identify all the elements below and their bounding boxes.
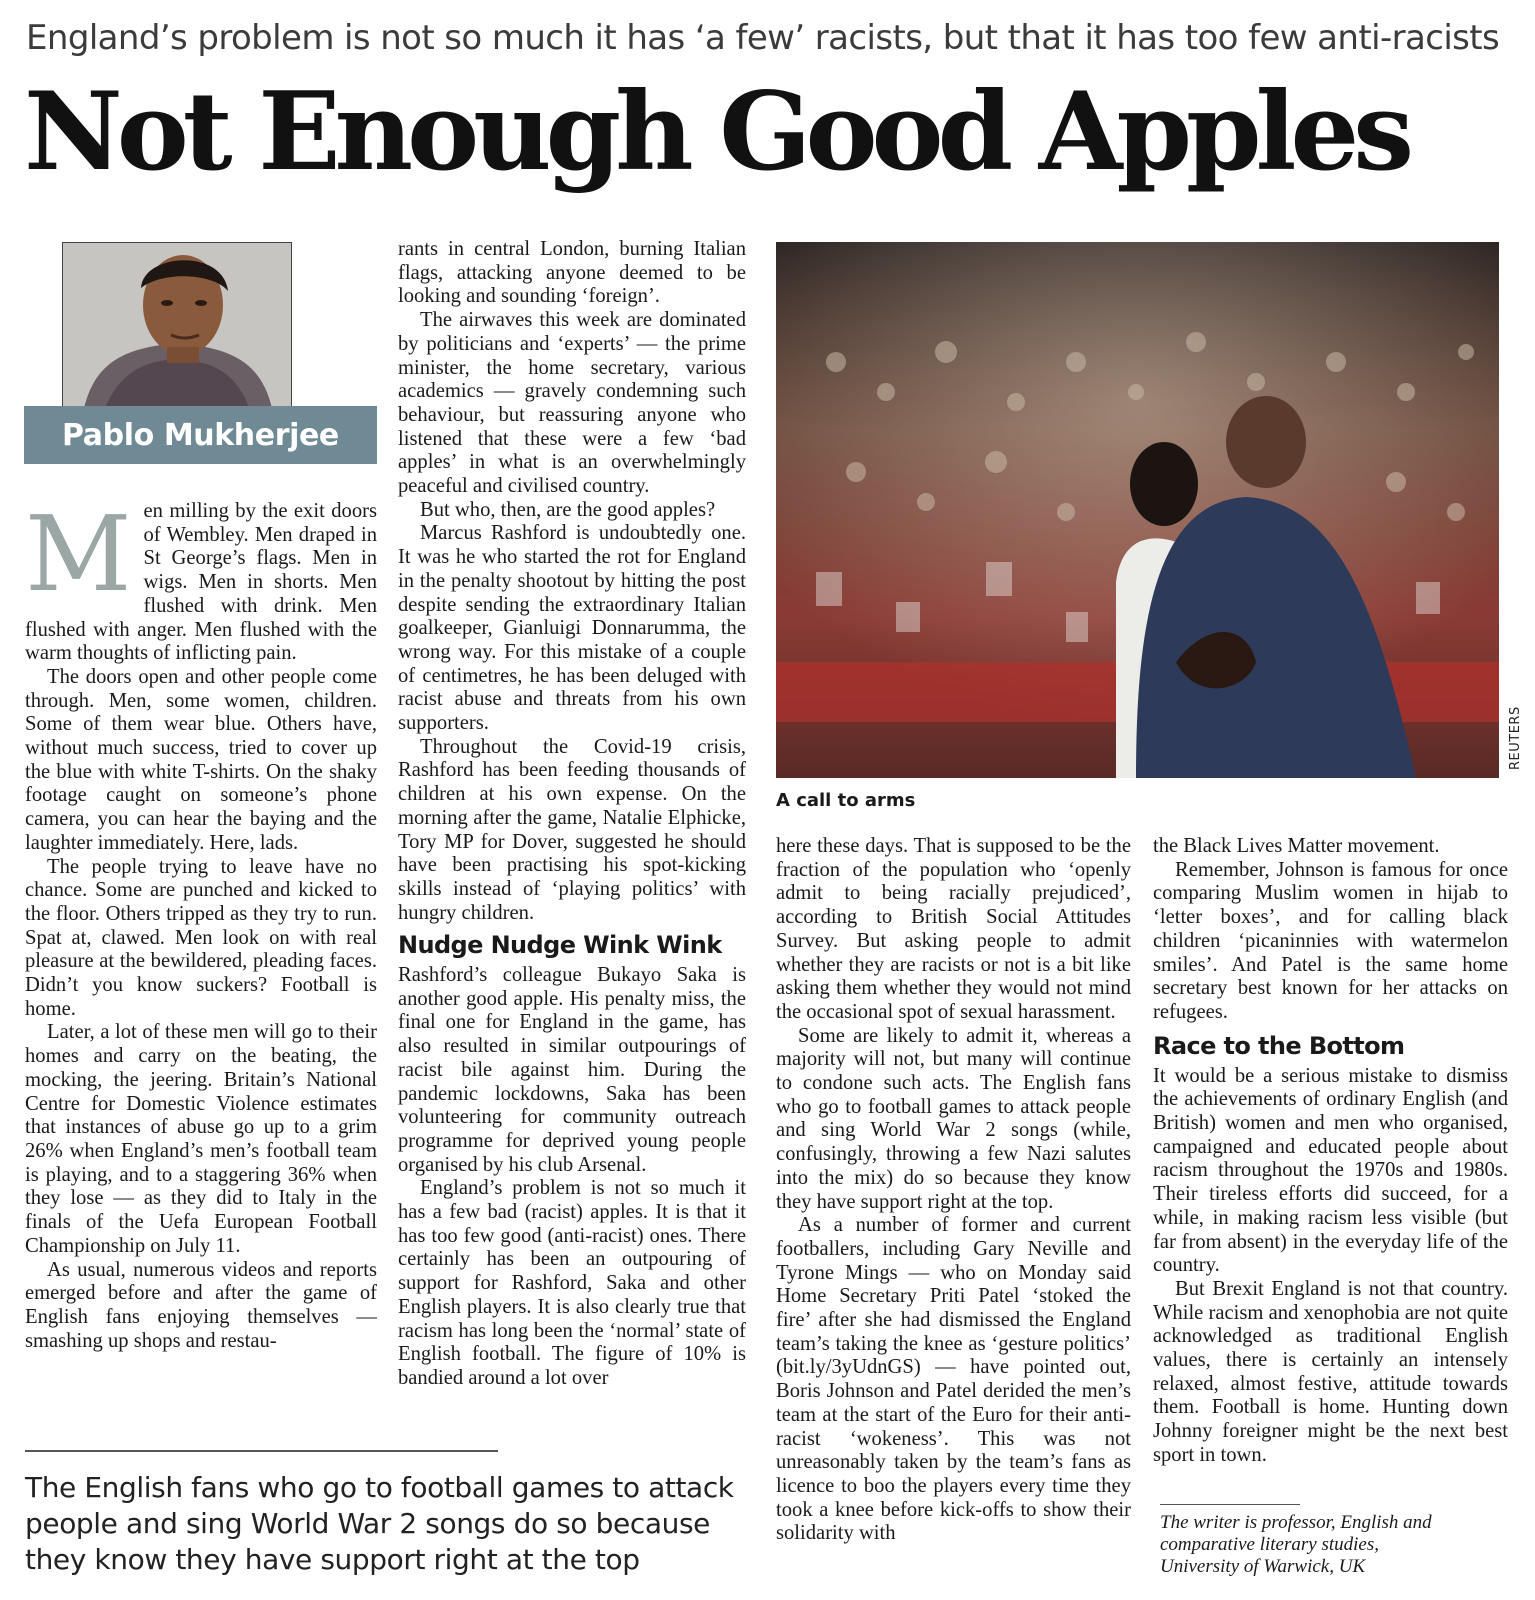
author-photo	[62, 242, 292, 414]
paragraph: Later, a lot of these men will go to their homes and carry on the beating, the mocking, the jeering. Britain’s National Centre for Domestic Violence estimates that instances of abuse go up to a grim 26% when England’s men’s football team is playing, and to a staggering 36% when they lose — as they did to Italy in the finals of the Uefa European Football Championship on July 11.	[25, 1021, 377, 1257]
signoff-rule	[1160, 1504, 1300, 1505]
paragraph: Some are likely to admit it, whereas a majority will not, but many will continue to condone such acts. The English fans who go to football games to attack people and sing World War 2 songs (while, confusingly, throwing a few Nazi salutes into the mix) do so because they know they have support right at the top.	[776, 1024, 1131, 1213]
paragraph: As a number of former and current footballers, including Gary Neville and Tyrone Mings — who on Monday said Home Secretary Priti Patel ‘stoked the fire’ after she had dismissed the England team’s taking the knee as ‘gesture politics’ (bit.ly/3yUdnGS) — have pointed out, Boris Johnson and Patel derided the men’s team at the start of the Euro for their anti-racist ‘wokeness’. This was not unreasonably taken by the team’s fans as licence to boo the players every time they took a knee before kick-offs to show their solidarity with	[776, 1214, 1131, 1545]
drop-cap: M	[25, 500, 132, 615]
column-2-top	[398, 238, 746, 928]
paragraph: the Black Lives Matter movement.	[1153, 835, 1440, 857]
signoff-line: The writer is professor, English and	[1160, 1512, 1432, 1533]
paragraph: The airwaves this week are dominated by politicians and ‘experts’ — the prime minister, the home secretary, various academics — gravely condemning such behaviour, but reassuring anyone who listened that these were a few ‘bad apples’ in what is an overwhelmingly peaceful and civilised country.	[398, 309, 746, 498]
paragraph: England’s problem is not so much it has a few bad (racist) apples. It is that it has too few good (anti-racist) ones. There certainly has been an outpouring of support for Rashford, Saka and other English players. It is also clearly true that racism has long been the ‘normal’ state of English football. The figure of 10% is bandied around a lot over	[398, 1177, 746, 1389]
pullquote: The English fans who go to football games to attack people and sing World War 2 songs do so because they know they have support right at the top	[25, 1471, 734, 1576]
paragraph: Rashford’s colleague Bukayo Saka is another good apple. His penalty miss, the final one for England in the game, has also resulted in similar outpourings of racist bile against him. During the pandemic lockdowns, Saka has been volunteering for community outreach programme for deprived young people organised by his club Arsenal.	[398, 964, 746, 1176]
embrace-photo-image	[776, 242, 1499, 778]
signoff-line: comparative literary studies,	[1160, 1534, 1379, 1555]
signoff-line: University of Warwick, UK	[1160, 1556, 1366, 1577]
paragraph: The doors open and other people come through. Men, some women, children. Some of them wear blue. Others have, without much success, tried to cover up the blue with white T-shirts. On the shaky footage caught on someone’s phone camera, you can hear the baying and the laughter immediately. Here, lads.	[25, 665, 377, 854]
main-photo	[776, 242, 1499, 778]
author-signoff	[1160, 1512, 1500, 1578]
paragraph: here these days. That is supposed to be the fraction of the population who ‘openly admit to being racially prejudiced’, according to British Social Attitudes Survey. But asking people to admit whether they are racists or not is a bit like asking them whether they would not mind the occasional spot of sexual harassment.	[776, 835, 1131, 1023]
paragraph: But Brexit England is not that country. While racism and xenophobia are not quite acknowledged as traditional English values, there is certainly an intensely relaxed, almost festive, attitude towards them. Football is home. Hunting down Johnny foreigner might be the next best sport in town.	[1153, 1277, 1508, 1466]
paragraph: It would be a serious mistake to dismiss the achievements of ordinary English (and British) women and men who organised, campaigned and educated people about racism throughout the 1970s and 1980s. Their tireless efforts did succeed, for a while, in making racism less visible (but far from absent) in the everyday life of the country.	[1153, 1064, 1508, 1277]
author-name: Pablo Mukherjee	[62, 418, 339, 453]
paragraph: As usual, numerous videos and reports emerged before and after the game of English fans enjoying themselves — smashing up shops and restau-	[25, 1258, 377, 1352]
column-3	[776, 835, 1131, 1570]
paragraph: But who, then, are the good apples?	[420, 498, 716, 521]
paragraph: Marcus Rashford is undoubtedly one. It was he who started the rot for England in the penalty shootout by hitting the post despite sending the extraordinary Italian goalkeeper, Gianluigi Donnarumma, the wrong way. For this mistake of a couple of centimetres, he has been deluged with racist abuse and threats from his own supporters.	[398, 522, 746, 735]
subheading-race: Race to the Bottom	[1153, 1031, 1405, 1060]
pullquote-rule	[25, 1450, 498, 1452]
paragraph: Remember, Johnson is famous for once comparing Muslim women in hijab to ‘letter boxes’, and for calling black children ‘picaninnies with watermelon smiles’. And Patel is the same home secretary best known for her attacks on refugees.	[1153, 858, 1508, 1023]
paragraph: rants in central London, burning Italian flags, attacking anyone deemed to be looking and sounding ‘foreign’.	[398, 238, 746, 308]
column-2-bottom	[398, 924, 746, 1400]
paragraph: Throughout the Covid-19 crisis, Rashford has been feeding thousands of children at his own expense. On the morning after the game, Natalie Elphicke, Tory MP for Dover, suggested he should have been practising his spot-kicking skills instead of ‘playing politics’ with hungry children.	[398, 735, 746, 924]
paragraph: en milling by the exit doors of Wembley. Men draped in St George’s flags. Men in wigs. Men in shorts. Men flushed with drink. Men flushed with anger. Men flushed with the warm thoughts of inflicting pain.	[25, 500, 377, 665]
subheading-nudge: Nudge Nudge Wink Wink	[398, 931, 722, 959]
author-portrait-image	[63, 243, 291, 413]
column-1	[25, 500, 377, 1400]
photo-credit: REUTERS	[1508, 706, 1523, 770]
column-4	[1153, 835, 1508, 1570]
paragraph: The people trying to leave have no chance. Some are punched and kicked to the floor. Others tripped as they try to run. Spat at, clawed. Men look on with real pleasure at the bewildered, pleading faces. Didn’t you know suckers? Football is home.	[25, 855, 377, 1020]
photo-caption: A call to arms	[776, 790, 916, 811]
article-headline: Not Enough Good Apples	[24, 69, 1409, 195]
article-kicker: England’s problem is not so much it has ‘a few’ racists, but that it has too few anti-racists	[26, 18, 1500, 58]
